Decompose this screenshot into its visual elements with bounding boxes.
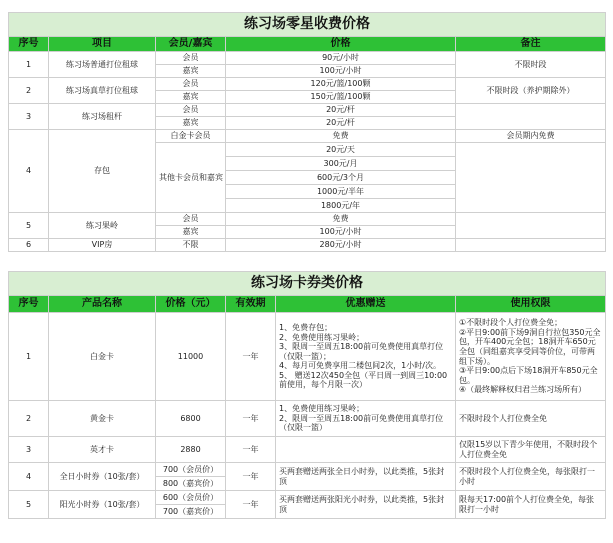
table-row: 2 黄金卡 6800 一年 1、免费使用练习果岭； 2、限周一至周五18:00前可免费使用真草打位（仅限一篮） 不限时段个人打位费全免	[9, 401, 606, 437]
col-header: 项目	[49, 37, 156, 52]
col-header: 序号	[9, 296, 49, 313]
table-title: 练习场卡券类价格	[9, 272, 606, 296]
rights-list: ①不限时段个人打位费全免； ②平日9:00前下场9洞自行拉包350元全包，开车400元全包；18洞开车650元全包（同组嘉宾享受同等价位，可带两组下场）。 ③平日9:00点后下场18洞开车850元全包。 ④（最终解释权归君兰练习场所有）	[456, 313, 606, 401]
table-row: 1 练习场普通打位租球 会员 90元/小时 不限时段	[9, 52, 606, 65]
table-row: 5 练习果岭 会员 免费	[9, 213, 606, 226]
table-row: 3 练习场租杆 会员 20元/杆	[9, 104, 606, 117]
col-header: 序号	[9, 37, 49, 52]
col-header: 优惠赠送	[276, 296, 456, 313]
table-title: 练习场零星收费价格	[9, 13, 606, 37]
table-row: 2 练习场真草打位租球 会员 120元/篮/100颗 不限时段（养护期除外）	[9, 78, 606, 91]
retail-price-table: 练习场零星收费价格 序号 项目 会员/嘉宾 价格 备注 1 练习场普通打位租球 会员 90元/小时 不限时段 嘉宾 100元/小时 2 练习场真草打位租球 会员 120元/篮/100颗 不限时段（养护期除外） 嘉宾 150元/篮/100颗 3 练习场租杆 会员 20元/杆 嘉宾 20元/杆 4 存包 白金卡会员 免费 会员期内免费 其他卡会员和嘉宾 20元/天 300元/月 600元/3个月 1000元/半年 1800元/年 5 练习果岭 会员 免费 嘉宾 100元/小时 6 VIP房 不限 280元/小时	[8, 12, 606, 252]
gift-list: 1、免费存包； 2、免费使用练习果岭； 3、限周一至周五18:00前可免费使用真草打位（仅限一篮）； 4、每月可免费享用二楼包间2次，1小时/次。 5、 赠送12次450全包（平日周一到周三10:00前使用，每个月限一次）	[276, 313, 456, 401]
col-header: 使用权限	[456, 296, 606, 313]
table-row: 3 英才卡 2880 一年 仅限15岁以下青少年使用，不限时段个人打位费全免	[9, 437, 606, 463]
col-header: 有效期	[226, 296, 276, 313]
table-row: 5 阳光小时券（10张/套） 600（会员价） 一年 买两套赠送两张阳光小时券，以此类推，5张封顶 限每天17:00前个人打位费全免，每张限打一小时	[9, 491, 606, 505]
col-header: 价格	[226, 37, 456, 52]
col-header: 会员/嘉宾	[156, 37, 226, 52]
table-row: 6 VIP房 不限 280元/小时	[9, 239, 606, 252]
col-header: 产品名称	[49, 296, 156, 313]
col-header: 备注	[456, 37, 606, 52]
table-row: 4 全日小时券（10张/套） 700（会员价） 一年 买两套赠送两张全日小时券，以此类推，5张封顶 不限时段个人打位费全免，每张限打一小时	[9, 463, 606, 477]
table-row: 4 存包 白金卡会员 免费 会员期内免费	[9, 130, 606, 143]
card-price-table: 练习场卡券类价格 序号 产品名称 价格（元） 有效期 优惠赠送 使用权限 1 白金卡 11000 一年 1、免费存包； 2、免费使用练习果岭； 3、限周一至周五18:00前可免费使用真草打位（仅限一篮）； 4、每月可免费享用二楼包间2次，1小时/次。 5、 赠送12次450全包（平日周一到周三10:00前使用，每个月限一次） ①不限时段个人打位费全免； ②平日9:00前下场9洞自行拉包350元全包，开车400元全包；18洞开车650元全包（同组嘉宾享受同等价位，可带两组下场）。 ③平日9:00点后下场18洞开车850元全包。 ④（最终解释权归君兰练习场所有） 2 黄金卡 6800 一年 1、免费使用练习果岭； 2、限周一至周五18:00前可免费使用真草打位（仅限一篮） 不限时段个人打位费全免 3 英才卡 2880 一年 仅限15岁以下青少年使用，不限时段个人打位费全免 4 全日小时券（10张/套） 700（会员价） 一年 买两套赠送两张全日小时券，以此类推，5张封顶 不限时段个人打位费全免，每张限打一小时 800（嘉宾价） 5 阳光小时券（10张/套） 600（会员价） 一年 买两套赠送两张阳光小时券，以此类推，5张封顶 限每天17:00前个人打位费全免，每张限打一小时 700（嘉宾价）	[8, 271, 606, 519]
col-header: 价格（元）	[156, 296, 226, 313]
table-row: 1 白金卡 11000 一年 1、免费存包； 2、免费使用练习果岭； 3、限周一至周五18:00前可免费使用真草打位（仅限一篮）； 4、每月可免费享用二楼包间2次，1小时/次。 5、 赠送12次450全包（平日周一到周三10:00前使用，每个月限一次） ①不限时段个人打位费全免； ②平日9:00前下场9洞自行拉包350元全包，开车400元全包；18洞开车650元全包（同组嘉宾享受同等价位，可带两组下场）。 ③平日9:00点后下场18洞开车850元全包。 ④（最终解释权归君兰练习场所有）	[9, 313, 606, 401]
